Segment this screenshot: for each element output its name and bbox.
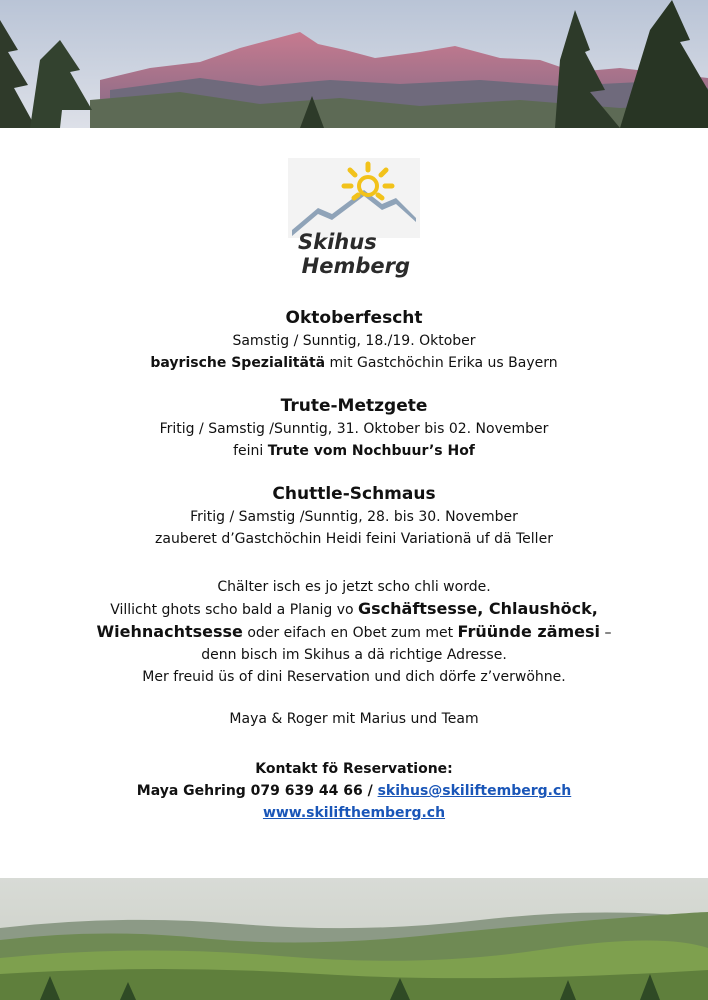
contact-block	[0, 758, 708, 824]
contact-heading: Kontakt fö Reservatione:	[255, 761, 453, 777]
event-chuttle-schmaus	[0, 482, 708, 550]
signature: Maya & Roger mit Marius und Team	[229, 711, 479, 727]
event-date: Fritig / Samstig /Sunntig, 31. Oktober bis 02. November	[159, 421, 549, 437]
hills-landscape-image	[0, 878, 708, 1000]
event-detail-text: mit Gastchöchin Erika us Bayern	[325, 355, 558, 371]
contact-phone: Maya Gehring 079 639 44 66 /	[136, 783, 378, 799]
event-date: Samstig / Sunntig, 18./19. Oktober	[232, 333, 476, 349]
logo-text-hemberg: Hemberg	[301, 254, 410, 278]
signature-block	[0, 708, 708, 730]
event-trute-metzgete	[0, 394, 708, 462]
message-highlight: Früünde zämesi	[457, 622, 601, 641]
mountain-landscape-image	[0, 0, 708, 128]
event-oktoberfest	[0, 306, 708, 374]
event-title: Oktoberfescht	[285, 308, 423, 328]
message-line	[0, 598, 708, 621]
website-link[interactable]: www.skilifthemberg.ch	[262, 805, 446, 821]
event-detail	[0, 440, 708, 462]
event-detail-text: feini	[233, 443, 268, 459]
message-line	[0, 621, 708, 644]
message-block	[0, 576, 708, 688]
message-line: Mer freuid üs of dini Reservation und dich dörfe z’verwöhne.	[142, 669, 566, 685]
message-text: Villicht ghots scho bald a Planig vo	[110, 602, 359, 618]
contact-line	[0, 780, 708, 802]
event-title: Chuttle-Schmaus	[272, 484, 436, 504]
event-date: Fritig / Samstig /Sunntig, 28. bis 30. November	[190, 509, 518, 525]
event-detail-highlight: bayrische Spezialitätä	[150, 355, 326, 371]
contact-email-link[interactable]: skihus@skiliftemberg.ch	[377, 783, 572, 799]
event-title: Trute-Metzgete	[280, 396, 428, 416]
message-line: Chälter isch es jo jetzt scho chli worde.	[217, 579, 491, 595]
skihus-hemberg-logo	[288, 158, 420, 284]
message-text: oder eifach en Obet zum met	[242, 625, 458, 641]
mountain-banner-top	[0, 0, 708, 128]
event-detail: zauberet d’Gastchöchin Heidi feini Variationä uf dä Teller	[155, 531, 553, 547]
flyer-content	[0, 306, 708, 824]
logo-text-skihus: Skihus	[298, 230, 377, 254]
sun-mountain-icon	[288, 158, 420, 238]
website-line	[0, 802, 708, 824]
message-highlight: Gschäftsesse, Chlaushöck,	[358, 599, 598, 618]
message-highlight: Wiehnachtsesse	[96, 622, 243, 641]
event-detail	[0, 352, 708, 374]
message-line: denn bisch im Skihus a dä richtige Adresse.	[201, 647, 507, 663]
message-text: –	[600, 625, 612, 641]
hills-banner-bottom	[0, 878, 708, 1000]
event-detail-highlight: Trute vom Nochbuur’s Hof	[267, 443, 475, 459]
